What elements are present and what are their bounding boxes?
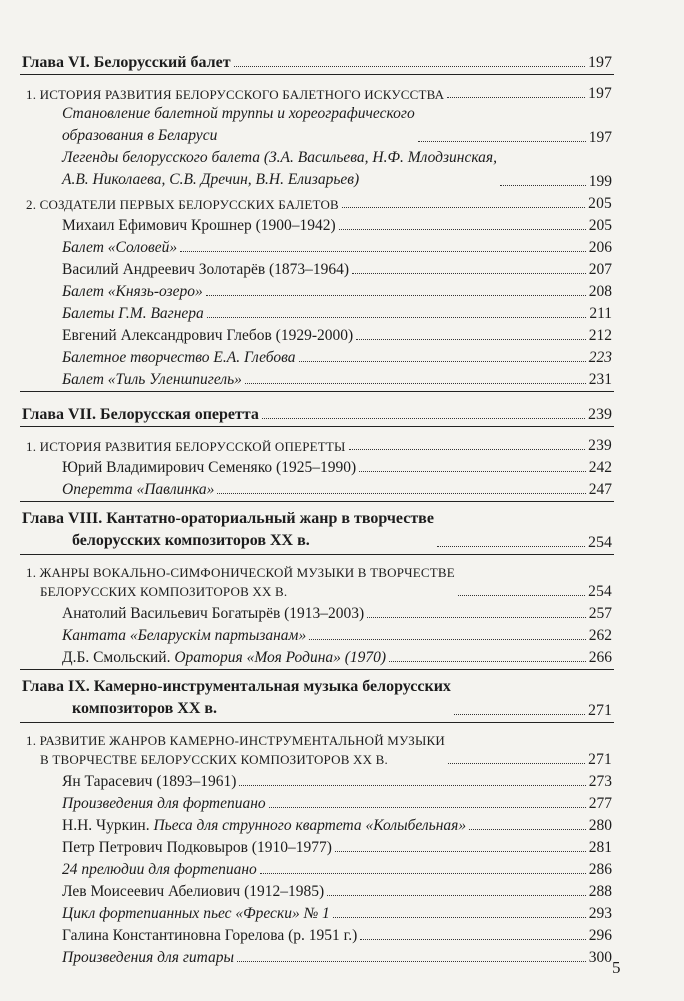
chapter-rule bbox=[20, 501, 614, 502]
chapter-rule bbox=[20, 74, 614, 75]
page-ref: 205 bbox=[588, 217, 612, 234]
toc-item bbox=[62, 213, 612, 235]
dot-leader bbox=[360, 939, 585, 940]
dot-leader bbox=[207, 317, 587, 318]
page-ref: 257 bbox=[588, 605, 612, 622]
page-ref: 197 bbox=[588, 85, 612, 102]
page-ref: 208 bbox=[588, 283, 612, 300]
toc-item bbox=[62, 323, 612, 345]
toc-item bbox=[62, 367, 612, 389]
dot-leader bbox=[359, 471, 586, 472]
page-ref: 262 bbox=[588, 627, 612, 644]
page-ref: 277 bbox=[588, 795, 612, 812]
item-title: Становление балетной труппы и хореографического образования в Беларуси bbox=[62, 105, 415, 144]
chapter-rule bbox=[20, 391, 614, 392]
section-title: 1. РАЗВИТИЕ ЖАНРОВ КАМЕРНО-ИНСТРУМЕНТАЛЬНОЙ МУЗЫКИ В ТВОРЧЕСТВЕ БЕЛОРУССКИХ КОМПОЗИТОРОВ XX В. bbox=[26, 733, 446, 767]
dot-leader bbox=[260, 873, 586, 874]
toc-section bbox=[26, 561, 612, 601]
page-number: 5 bbox=[612, 958, 621, 977]
dot-leader bbox=[262, 418, 585, 419]
dot-leader bbox=[500, 185, 586, 186]
dot-leader bbox=[180, 251, 586, 252]
toc-section bbox=[26, 729, 612, 769]
toc-item bbox=[62, 345, 612, 367]
page-ref: 197 bbox=[588, 129, 612, 146]
dot-leader bbox=[299, 361, 586, 362]
page-ref: 271 bbox=[588, 702, 612, 719]
dot-leader bbox=[342, 207, 585, 208]
page-ref: 254 bbox=[588, 583, 612, 600]
item-title: Василий Андреевич Золотарёв (1873–1964) bbox=[62, 261, 350, 278]
dot-leader bbox=[454, 714, 585, 715]
item-title: Произведения для фортепиано bbox=[62, 795, 266, 812]
item-title: Анатолий Васильевич Богатырёв (1913–2003) bbox=[62, 605, 365, 622]
dot-leader bbox=[245, 383, 586, 384]
page-ref: 231 bbox=[588, 371, 612, 388]
item-title: Юрий Владимирович Семеняко (1925–1990) bbox=[62, 459, 357, 476]
dot-leader bbox=[389, 661, 586, 662]
dot-leader bbox=[349, 449, 586, 450]
page-ref: 296 bbox=[588, 927, 612, 944]
item-title: 24 прелюдии для фортепиано bbox=[62, 861, 257, 878]
item-title: Балеты Г.М. Вагнера bbox=[62, 305, 204, 322]
dot-leader bbox=[239, 785, 585, 786]
dot-leader bbox=[352, 273, 586, 274]
toc-item bbox=[62, 103, 612, 147]
toc-section bbox=[26, 81, 612, 103]
item-title: Евгений Александрович Глебов (1929-2000) bbox=[62, 327, 354, 344]
dot-leader bbox=[418, 141, 586, 142]
toc-item bbox=[62, 601, 612, 623]
section-title: 1. ИСТОРИЯ РАЗВИТИЯ БЕЛОРУССКОЙ ОПЕРЕТТЫ bbox=[26, 439, 346, 454]
page-ref: 288 bbox=[588, 883, 612, 900]
toc-item bbox=[62, 813, 612, 835]
item-title: Балетное творчество Е.А. Глебова bbox=[62, 349, 296, 366]
page-ref: 280 bbox=[588, 817, 612, 834]
toc-chapter-9 bbox=[22, 676, 612, 720]
page-ref: 273 bbox=[588, 773, 612, 790]
dot-leader bbox=[333, 917, 586, 918]
toc-section bbox=[26, 191, 612, 213]
toc-item bbox=[62, 945, 612, 967]
page-ref: 239 bbox=[588, 406, 612, 423]
dot-leader bbox=[269, 807, 586, 808]
item-title: Кантата «Беларускім партызанам» bbox=[62, 627, 307, 644]
chapter-rule bbox=[20, 426, 614, 427]
page-ref: 223 bbox=[588, 349, 612, 366]
chapter-title: Глава VI. Белорусский балет bbox=[22, 54, 231, 71]
dot-leader bbox=[327, 895, 586, 896]
page-ref: 293 bbox=[588, 905, 612, 922]
section-title: 1. ЖАНРЫ ВОКАЛЬНО-СИМФОНИЧЕСКОЙ МУЗЫКИ В ТВОРЧЕСТВЕ БЕЛОРУССКИХ КОМПОЗИТОРОВ XX В. bbox=[26, 565, 455, 599]
chapter-rule bbox=[20, 669, 614, 670]
table-of-contents bbox=[0, 42, 684, 967]
toc-item bbox=[62, 879, 612, 901]
toc-item bbox=[62, 279, 612, 301]
page-ref: 206 bbox=[588, 239, 612, 256]
item-title: Балет «Князь-озеро» bbox=[62, 283, 203, 300]
dot-leader bbox=[437, 546, 585, 547]
item-title: Д.Б. Смольский. Оратория «Моя Родина» (1970) bbox=[62, 649, 387, 666]
item-title: Галина Константиновна Горелова (р. 1951 г.) bbox=[62, 927, 358, 944]
page-ref: 207 bbox=[588, 261, 612, 278]
item-title: Н.Н. Чуркин. Пьеса для струнного квартета «Колыбельная» bbox=[62, 817, 467, 834]
item-title: Ян Тарасевич (1893–1961) bbox=[62, 773, 237, 790]
item-title: Легенды белорусского балета (З.А. Васильева, Н.Ф. Млодзинская, А.В. Николаева, С.В. Дречин, В.Н. Елизарьев) bbox=[62, 149, 498, 188]
toc-item bbox=[62, 147, 612, 191]
item-title: Балет «Тиль Уленшпигель» bbox=[62, 371, 242, 388]
dot-leader bbox=[367, 617, 586, 618]
dot-leader bbox=[335, 851, 586, 852]
toc-item bbox=[62, 857, 612, 879]
page-ref: 197 bbox=[588, 54, 612, 71]
toc-item bbox=[62, 477, 612, 499]
toc-item bbox=[62, 791, 612, 813]
page-ref: 281 bbox=[588, 839, 612, 856]
page-ref: 242 bbox=[588, 459, 612, 476]
dot-leader bbox=[206, 295, 586, 296]
dot-leader bbox=[458, 595, 585, 596]
page-ref: 266 bbox=[588, 649, 612, 666]
toc-section bbox=[26, 433, 612, 455]
dot-leader bbox=[448, 763, 585, 764]
dot-leader bbox=[469, 829, 586, 830]
page-ref: 247 bbox=[588, 481, 612, 498]
toc-item bbox=[62, 623, 612, 645]
toc-item bbox=[62, 835, 612, 857]
page-ref: 212 bbox=[588, 327, 612, 344]
item-title: Балет «Соловей» bbox=[62, 239, 178, 256]
page-ref: 271 bbox=[588, 751, 612, 768]
section-title: 2. СОЗДАТЕЛИ ПЕРВЫХ БЕЛОРУССКИХ БАЛЕТОВ bbox=[26, 197, 339, 212]
page-ref: 239 bbox=[588, 437, 612, 454]
toc-item bbox=[62, 769, 612, 791]
dot-leader bbox=[339, 229, 586, 230]
item-title: Лев Моисеевич Абелиович (1912–1985) bbox=[62, 883, 325, 900]
toc-item bbox=[62, 923, 612, 945]
toc-chapter-7 bbox=[22, 398, 612, 424]
toc-chapter-6 bbox=[22, 46, 612, 72]
page-ref: 199 bbox=[588, 173, 612, 190]
item-title: Михаил Ефимович Крошнер (1900–1942) bbox=[62, 217, 336, 234]
chapter-title: Глава VIII. Кантатно-ораториальный жанр в творчестве белорусских композиторов XX в. bbox=[22, 510, 434, 549]
chapter-rule bbox=[20, 554, 614, 555]
page-ref: 286 bbox=[588, 861, 612, 878]
toc-item bbox=[62, 301, 612, 323]
page-ref: 211 bbox=[589, 305, 612, 322]
item-title: Оперетта «Павлинка» bbox=[62, 481, 215, 498]
page-ref: 205 bbox=[588, 195, 612, 212]
toc-chapter-8 bbox=[22, 508, 612, 552]
chapter-rule bbox=[20, 722, 614, 723]
item-title: Цикл фортепианных пьес «Фрески» № 1 bbox=[62, 905, 330, 922]
page-ref: 300 bbox=[588, 949, 612, 966]
dot-leader bbox=[309, 639, 586, 640]
toc-item bbox=[62, 901, 612, 923]
dot-leader bbox=[447, 97, 585, 98]
chapter-title: Глава VII. Белорусская оперетта bbox=[22, 406, 259, 423]
toc-item bbox=[62, 235, 612, 257]
dot-leader bbox=[356, 339, 586, 340]
toc-item bbox=[62, 645, 612, 667]
toc-item bbox=[62, 257, 612, 279]
toc-item bbox=[62, 455, 612, 477]
dot-leader bbox=[237, 961, 586, 962]
section-title: 1. ИСТОРИЯ РАЗВИТИЯ БЕЛОРУССКОГО БАЛЕТНОГО ИСКУССТВА bbox=[26, 87, 445, 102]
page-ref: 254 bbox=[588, 534, 612, 551]
item-title: Произведения для гитары bbox=[62, 949, 234, 966]
item-title: Петр Петрович Подковыров (1910–1977) bbox=[62, 839, 332, 856]
chapter-title: Глава IX. Камерно-инструментальная музыка белорусских композиторов XX в. bbox=[22, 678, 451, 717]
dot-leader bbox=[217, 493, 585, 494]
dot-leader bbox=[234, 66, 585, 67]
